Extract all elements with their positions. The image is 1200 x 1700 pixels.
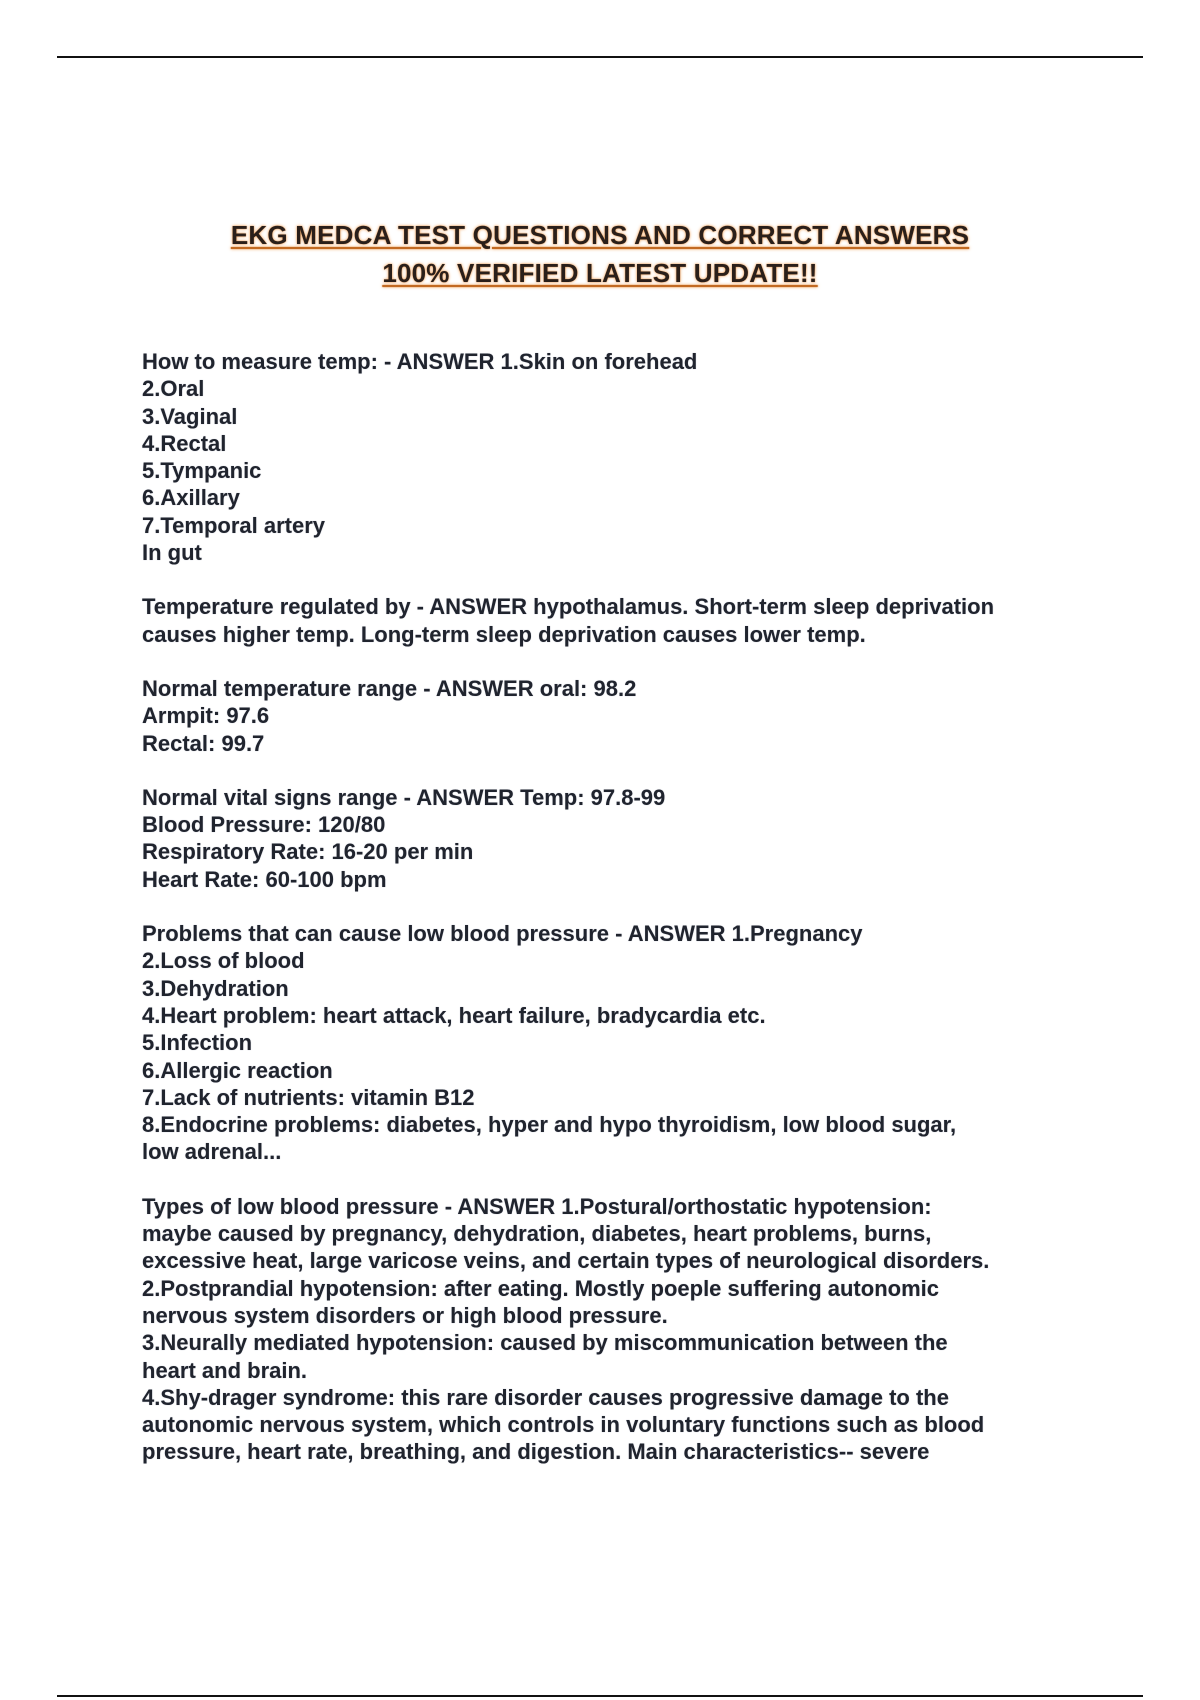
qa-line: 6.Axillary [142,485,240,511]
qa-block [142,784,1082,893]
qa-line: 6.Allergic reaction [142,1057,333,1083]
qa-line: Armpit: 97.6 [142,703,270,729]
qa-line: 3.Vaginal [142,403,238,429]
qa-line: pressure, heart rate, breathing, and digestion. Main characteristics-- severe [142,1439,930,1465]
qa-line: How to measure temp: - ANSWER 1.Skin on forehead [142,349,698,374]
document-title [0,216,1200,292]
qa-line: heart and brain. [142,1357,308,1383]
qa-line: nervous system disorders or high blood pressure. [142,1302,668,1328]
qa-line: causes higher temp. Long-term sleep deprivation causes lower temp. [142,621,866,647]
title-line-2: 100% VERIFIED LATEST UPDATE!! [382,258,818,288]
qa-line: Normal vital signs range - ANSWER Temp: 97.8-99 [142,784,666,810]
qa-line: 7.Temporal artery [142,512,326,538]
qa-block [142,593,1082,648]
qa-line: 4.Heart problem: heart attack, heart failure, bradycardia etc. [142,1002,766,1028]
header-rule [57,56,1143,58]
qa-line: Respiratory Rate: 16-20 per min [142,839,474,865]
qa-line: Rectal: 99.7 [142,730,265,756]
qa-line: 4.Shy-drager syndrome: this rare disorder causes progressive damage to the [142,1384,949,1410]
qa-line: 5.Infection [142,1030,253,1056]
qa-line: low adrenal... [142,1139,282,1165]
qa-line: 8.Endocrine problems: diabetes, hyper and hypo thyroidism, low blood sugar, [142,1112,957,1138]
qa-line: excessive heat, large varicose veins, and certain types of neurological disorders. [142,1248,990,1274]
qa-line: Temperature regulated by - ANSWER hypothalamus. Short-term sleep deprivation [142,594,995,620]
qa-line: 3.Neurally mediated hypotension: caused by miscommunication between the [142,1330,948,1356]
qa-line: Types of low blood pressure - ANSWER 1.Postural/orthostatic hypotension: [142,1193,932,1219]
qa-line: 5.Tympanic [142,458,262,484]
title-line-1: EKG MEDCA TEST QUESTIONS AND CORRECT ANSWERS [230,220,970,250]
qa-block [142,675,1082,757]
qa-line: Heart Rate: 60-100 bpm [142,866,387,892]
qa-line: 2.Oral [142,376,205,402]
qa-block [142,348,1082,566]
footer-rule [57,1695,1143,1697]
qa-line: autonomic nervous system, which controls in voluntary functions such as blood [142,1412,985,1438]
qa-line: maybe caused by pregnancy, dehydration, diabetes, heart problems, burns, [142,1221,932,1247]
qa-line: 3.Dehydration [142,975,289,1001]
qa-line: 7.Lack of nutrients: vitamin B12 [142,1084,475,1110]
qa-line: 4.Rectal [142,430,227,456]
qa-line: 2.Postprandial hypotension: after eating. Mostly poeple suffering autonomic [142,1275,939,1301]
qa-block [142,1193,1082,1466]
qa-block [142,920,1082,1166]
qa-line: Problems that can cause low blood pressure - ANSWER 1.Pregnancy [142,921,863,947]
qa-line: In gut [142,540,202,566]
qa-line: Normal temperature range - ANSWER oral: 98.2 [142,675,637,701]
qa-content [142,348,1082,1493]
qa-line: 2.Loss of blood [142,948,305,974]
qa-line: Blood Pressure: 120/80 [142,812,386,838]
